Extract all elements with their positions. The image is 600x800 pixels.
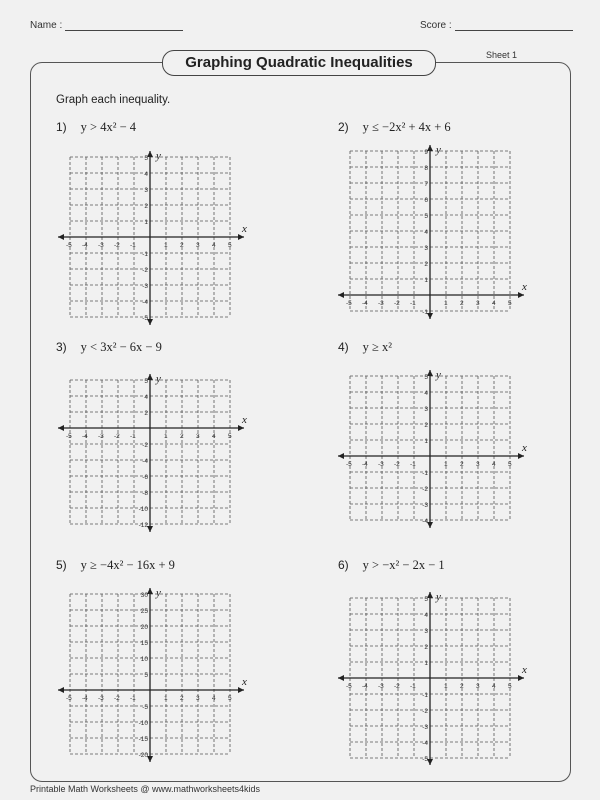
- y-tick-label: 15: [140, 640, 148, 647]
- x-tick-label: 1: [164, 242, 168, 249]
- problem-1: [56, 120, 136, 135]
- x-tick-label: -2: [394, 461, 400, 468]
- x-tick-label: -3: [98, 695, 104, 702]
- score-field: [420, 20, 573, 31]
- x-tick-label: 4: [212, 695, 216, 702]
- name-field: [30, 20, 183, 31]
- x-tick-label: -3: [378, 461, 384, 468]
- x-tick-label: 2: [460, 300, 464, 307]
- x-tick-label: 4: [212, 433, 216, 440]
- y-tick-label: 2: [424, 261, 428, 268]
- y-tick-label: -5: [422, 756, 428, 763]
- y-tick-label: 4: [144, 394, 148, 401]
- y-tick-label: -5: [142, 315, 148, 322]
- y-tick-label: 1: [144, 219, 148, 226]
- x-tick-label: 3: [476, 461, 480, 468]
- x-axis-label: x: [522, 442, 527, 454]
- x-tick-label: -4: [82, 433, 88, 440]
- y-tick-label: -4: [142, 299, 148, 306]
- y-tick-label: 3: [424, 628, 428, 635]
- problem-number: 6): [338, 558, 349, 572]
- y-tick-label: -1: [142, 251, 148, 258]
- worksheet-title: Graphing Quadratic Inequalities: [162, 50, 436, 76]
- x-tick-label: 3: [196, 242, 200, 249]
- y-tick-label: -15: [138, 736, 148, 743]
- coordinate-grid[interactable]: [66, 360, 270, 538]
- y-tick-label: -3: [422, 724, 428, 731]
- y-tick-label: 5: [144, 378, 148, 385]
- x-tick-label: -5: [346, 300, 352, 307]
- x-tick-label: 1: [444, 461, 448, 468]
- y-tick-label: 8: [424, 165, 428, 172]
- x-tick-label: -4: [82, 695, 88, 702]
- coordinate-grid[interactable]: [346, 580, 550, 766]
- x-tick-label: 5: [508, 300, 512, 307]
- coordinate-grid[interactable]: [346, 140, 550, 330]
- y-tick-label: 30: [140, 592, 148, 599]
- x-tick-label: 2: [460, 683, 464, 690]
- x-tick-label: 1: [444, 683, 448, 690]
- y-tick-label: 6: [424, 197, 428, 204]
- x-axis-label: x: [522, 664, 527, 676]
- coordinate-grid[interactable]: [66, 580, 270, 766]
- problem-number: 2): [338, 120, 349, 134]
- x-tick-label: -1: [410, 300, 416, 307]
- y-tick-label: 1: [424, 277, 428, 284]
- y-tick-label: 5: [424, 374, 428, 381]
- y-tick-label: -2: [422, 708, 428, 715]
- y-axis-label: y: [436, 369, 441, 381]
- y-tick-label: 5: [144, 672, 148, 679]
- x-tick-label: -3: [378, 300, 384, 307]
- y-tick-label: -6: [142, 474, 148, 481]
- x-tick-label: 1: [444, 300, 448, 307]
- y-axis-label: y: [156, 587, 161, 599]
- problem-expression: y ≤ −2x² + 4x + 6: [362, 120, 451, 134]
- x-tick-label: -5: [66, 433, 72, 440]
- problem-number: 5): [56, 558, 67, 572]
- x-tick-label: 4: [212, 242, 216, 249]
- x-tick-label: 1: [164, 433, 168, 440]
- y-tick-label: 3: [424, 406, 428, 413]
- y-tick-label: -8: [142, 490, 148, 497]
- y-tick-label: -1: [422, 692, 428, 699]
- x-tick-label: -2: [394, 683, 400, 690]
- coordinate-grid[interactable]: [66, 140, 270, 330]
- y-tick-label: -3: [422, 502, 428, 509]
- x-tick-label: 5: [508, 683, 512, 690]
- instructions: Graph each inequality.: [56, 94, 171, 106]
- problem-3: [56, 340, 162, 355]
- x-tick-label: -3: [98, 433, 104, 440]
- y-tick-label: -10: [138, 506, 148, 513]
- x-axis-label: x: [242, 414, 247, 426]
- y-tick-label: -3: [142, 283, 148, 290]
- x-tick-label: -4: [362, 683, 368, 690]
- x-tick-label: -4: [82, 242, 88, 249]
- problem-expression: y ≥ x²: [362, 340, 393, 354]
- y-tick-label: 5: [424, 213, 428, 220]
- x-tick-label: -4: [362, 461, 368, 468]
- x-tick-label: 4: [492, 300, 496, 307]
- x-tick-label: -1: [130, 242, 136, 249]
- x-tick-label: -2: [394, 300, 400, 307]
- y-tick-label: 4: [144, 171, 148, 178]
- y-tick-label: -1: [422, 470, 428, 477]
- x-tick-label: -1: [410, 461, 416, 468]
- y-tick-label: 25: [140, 608, 148, 615]
- score-line: [455, 30, 573, 31]
- y-axis-label: y: [436, 144, 441, 156]
- name-label: Name :: [30, 20, 63, 31]
- y-tick-label: -1: [422, 309, 428, 316]
- y-tick-label: -20: [138, 752, 148, 759]
- y-tick-label: 1: [424, 438, 428, 445]
- y-tick-label: -5: [142, 704, 148, 711]
- x-tick-label: 1: [164, 695, 168, 702]
- y-tick-label: -4: [422, 740, 428, 747]
- x-axis-label: x: [242, 223, 247, 235]
- x-axis-label: x: [242, 676, 247, 688]
- sheet-label: Sheet 1: [486, 50, 518, 60]
- problem-6: [338, 558, 445, 573]
- y-tick-label: 2: [424, 422, 428, 429]
- problem-expression: y > 4x² − 4: [80, 120, 137, 134]
- x-tick-label: 2: [180, 242, 184, 249]
- x-tick-label: 2: [460, 461, 464, 468]
- x-tick-label: -5: [346, 683, 352, 690]
- y-tick-label: -10: [138, 720, 148, 727]
- problem-expression: y > −x² − 2x − 1: [362, 558, 445, 572]
- footer-text: Printable Math Worksheets @ www.mathworksheets4kids: [30, 784, 261, 794]
- y-tick-label: -2: [142, 267, 148, 274]
- coordinate-grid[interactable]: [346, 360, 550, 538]
- y-tick-label: 4: [424, 390, 428, 397]
- x-tick-label: -2: [114, 242, 120, 249]
- x-tick-label: 2: [180, 695, 184, 702]
- y-tick-label: 7: [424, 181, 428, 188]
- x-tick-label: 3: [476, 300, 480, 307]
- problem-4: [338, 340, 392, 355]
- x-tick-label: -1: [130, 695, 136, 702]
- x-tick-label: 2: [180, 433, 184, 440]
- y-tick-label: 5: [144, 155, 148, 162]
- x-tick-label: -2: [114, 433, 120, 440]
- name-line: [65, 30, 183, 31]
- x-tick-label: 3: [196, 695, 200, 702]
- y-axis-label: y: [436, 591, 441, 603]
- problem-expression: y < 3x² − 6x − 9: [80, 340, 162, 354]
- y-tick-label: 4: [424, 229, 428, 236]
- y-tick-label: 3: [144, 187, 148, 194]
- x-tick-label: 5: [228, 695, 232, 702]
- problem-5: [56, 558, 175, 573]
- x-tick-label: -1: [130, 433, 136, 440]
- y-axis-label: y: [156, 373, 161, 385]
- x-tick-label: 3: [476, 683, 480, 690]
- y-tick-label: -2: [422, 486, 428, 493]
- y-tick-label: -4: [422, 518, 428, 525]
- x-tick-label: 3: [196, 433, 200, 440]
- x-tick-label: 4: [492, 683, 496, 690]
- problem-expression: y ≥ −4x² − 16x + 9: [80, 558, 175, 572]
- x-tick-label: -3: [378, 683, 384, 690]
- y-tick-label: 4: [424, 612, 428, 619]
- y-tick-label: -4: [142, 458, 148, 465]
- y-tick-label: 2: [424, 644, 428, 651]
- y-tick-label: 2: [144, 410, 148, 417]
- y-tick-label: 5: [424, 596, 428, 603]
- problem-2: [338, 120, 451, 135]
- y-tick-label: -2: [142, 442, 148, 449]
- y-tick-label: 20: [140, 624, 148, 631]
- x-tick-label: -2: [114, 695, 120, 702]
- y-axis-label: y: [156, 150, 161, 162]
- y-tick-label: 2: [144, 203, 148, 210]
- y-tick-label: 1: [424, 660, 428, 667]
- x-tick-label: -1: [410, 683, 416, 690]
- x-tick-label: 5: [508, 461, 512, 468]
- y-tick-label: 9: [424, 149, 428, 156]
- x-tick-label: 5: [228, 433, 232, 440]
- x-axis-label: x: [522, 281, 527, 293]
- problem-number: 1): [56, 120, 67, 134]
- x-tick-label: -3: [98, 242, 104, 249]
- problem-number: 3): [56, 340, 67, 354]
- y-tick-label: 10: [140, 656, 148, 663]
- x-tick-label: -5: [66, 695, 72, 702]
- x-tick-label: 4: [492, 461, 496, 468]
- x-tick-label: 5: [228, 242, 232, 249]
- y-tick-label: -12: [138, 522, 148, 529]
- score-label: Score :: [420, 20, 452, 31]
- x-tick-label: -5: [66, 242, 72, 249]
- problem-number: 4): [338, 340, 349, 354]
- x-tick-label: -5: [346, 461, 352, 468]
- x-tick-label: -4: [362, 300, 368, 307]
- y-tick-label: 3: [424, 245, 428, 252]
